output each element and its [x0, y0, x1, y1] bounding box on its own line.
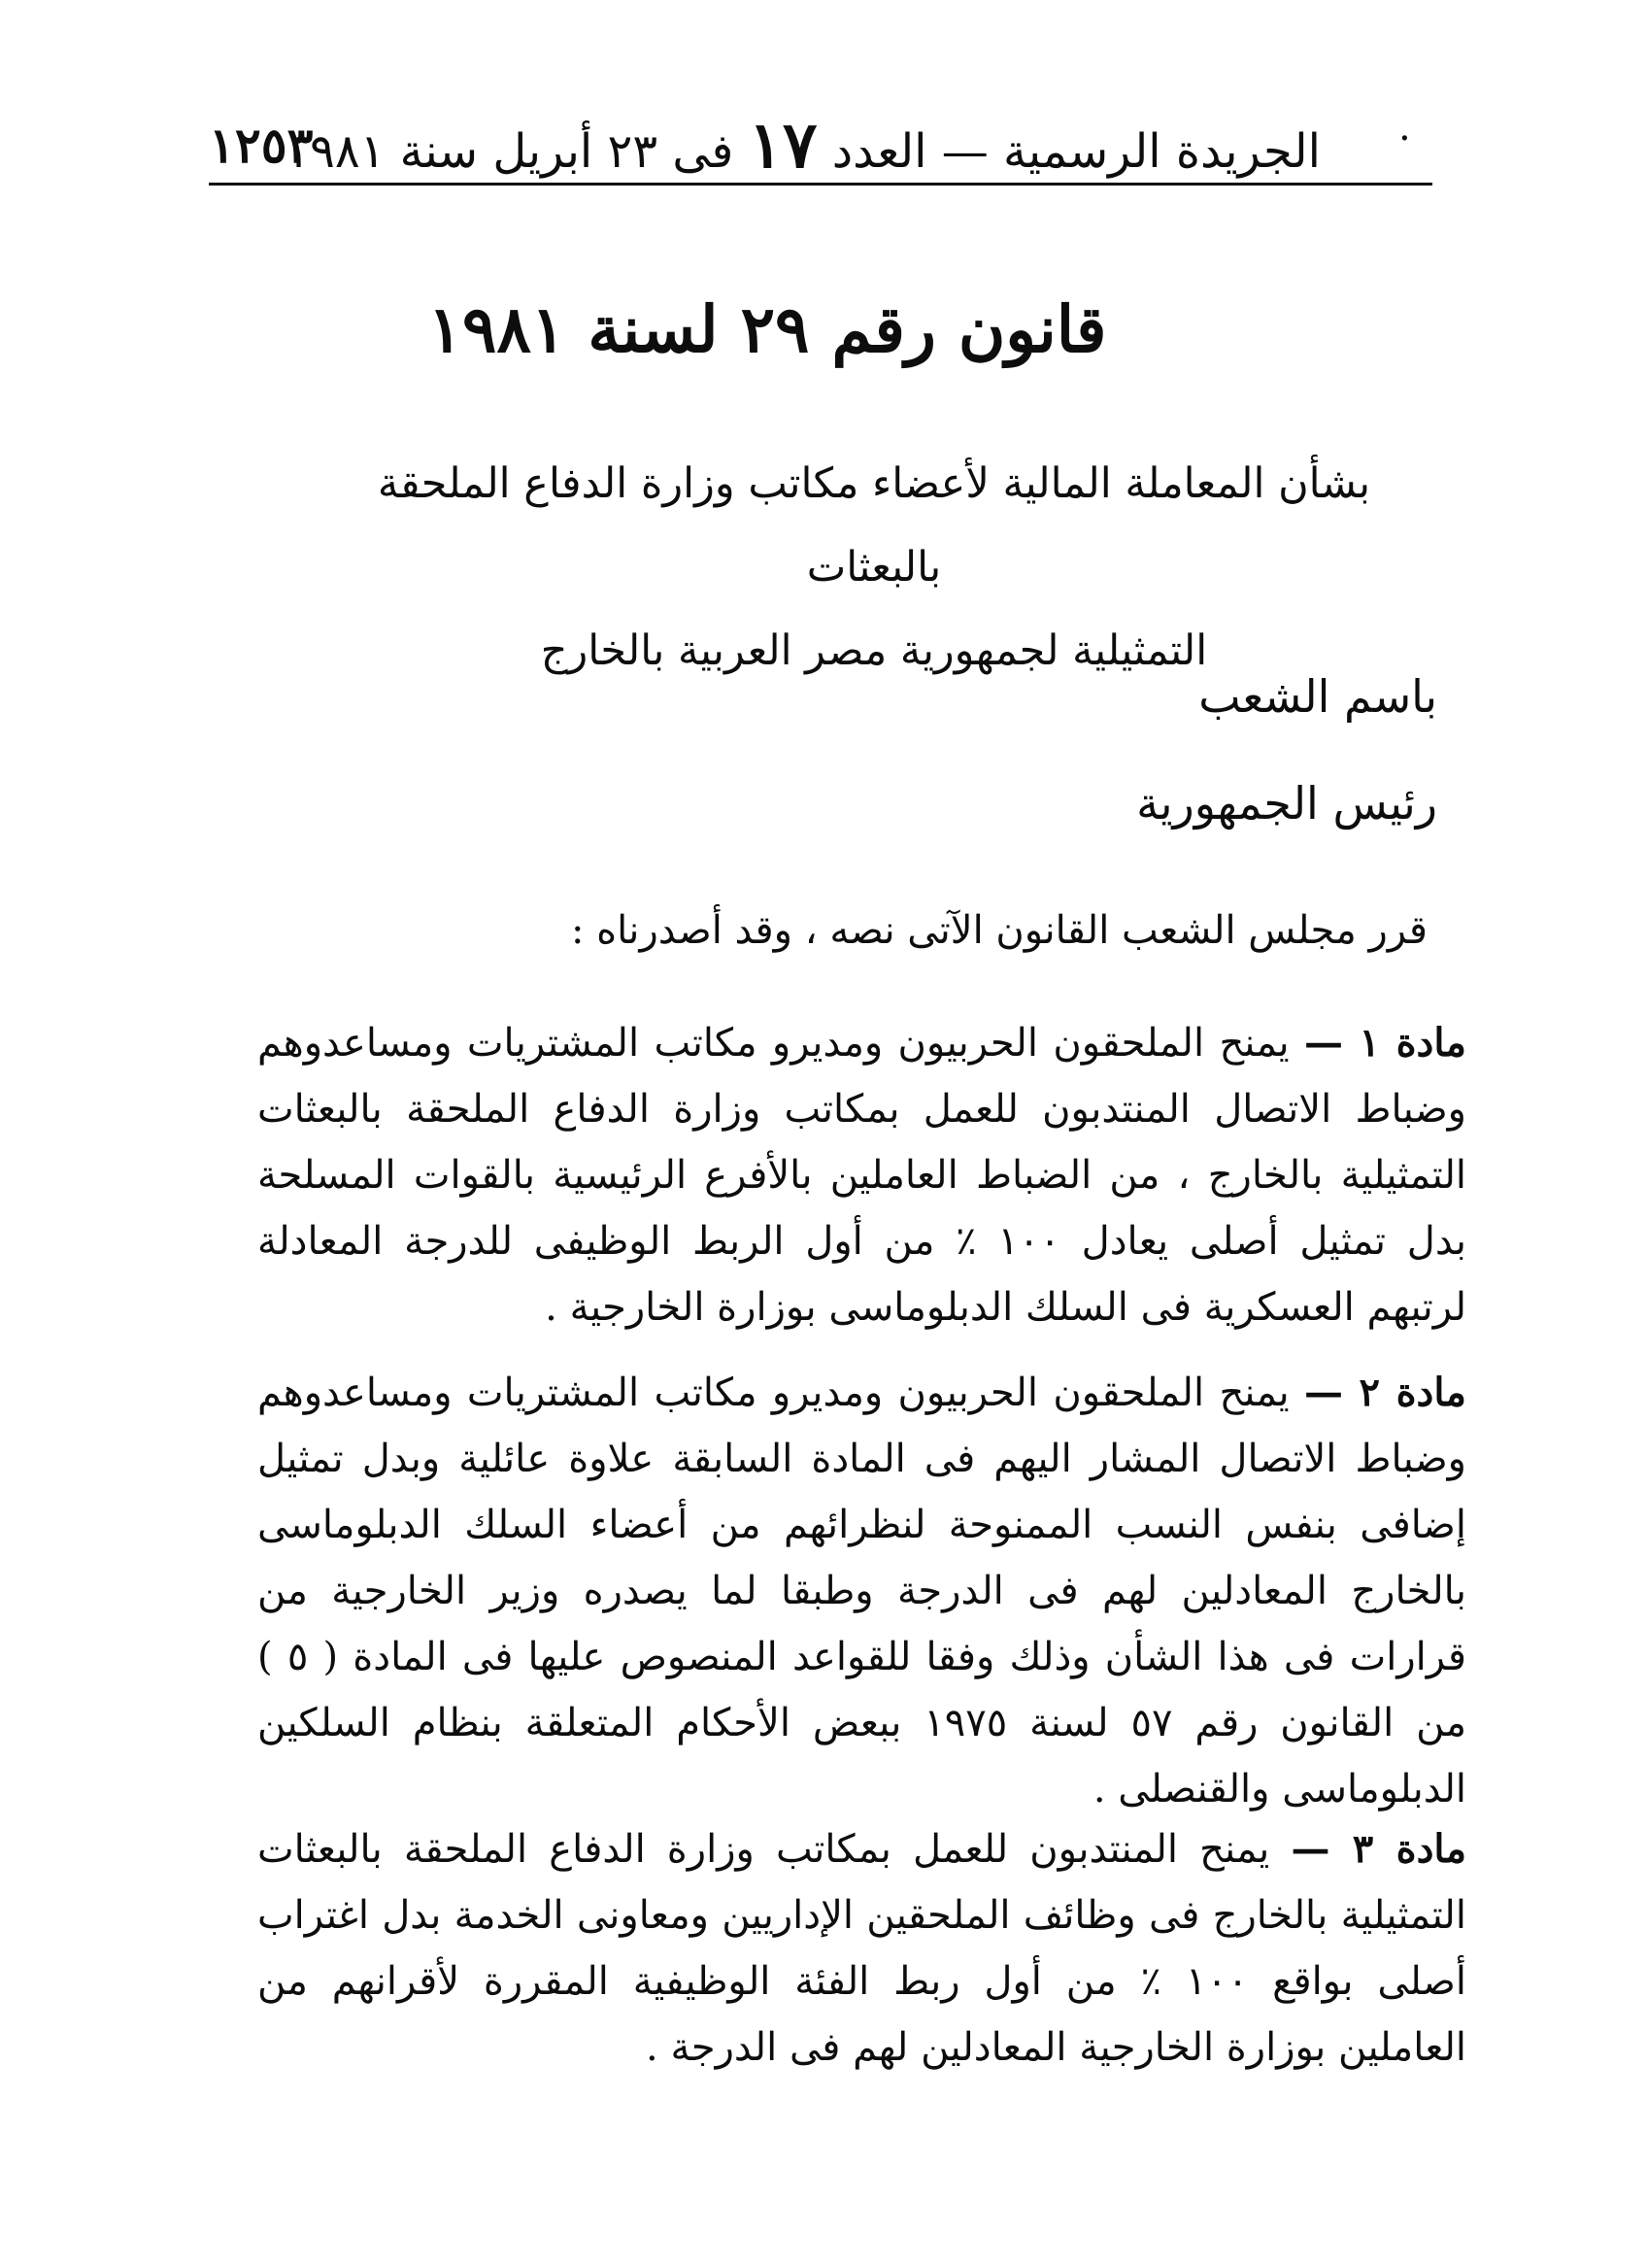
issue-date: فى ٢٣ أبريل سنة ١٩٨١ [285, 124, 734, 179]
header-rule [209, 183, 1432, 186]
gazette-header [285, 107, 1321, 183]
article-2-heading: مادة ٢ — [1303, 1370, 1466, 1415]
law-title: قانون رقم ٢٩ لسنة ١٩٨١ [427, 291, 1107, 367]
in-the-name-of-people: باسم الشعب [1198, 670, 1437, 723]
subject-line-1: بشأن المعاملة المالية لأعضاء مكاتب وزارة الدفاع الملحقة بالبعثات [377, 459, 1371, 592]
article-1-heading: مادة ١ — [1303, 1020, 1466, 1066]
issue-number: ١٧ [748, 107, 818, 183]
article-3 [257, 1816, 1466, 2081]
article-3-text: يمنح المنتدبون للعمل بمكاتب وزارة الدفاع الملحقة بالبعثات التمثيلية بالخارج فى وظائف الملحقين الإداريين ومعاونى الخدمة بدل اغتراب أصلى بواقع ١٠٠ ٪ من أول ربط الفئة الوظيفية المقررة لأقرانهم من العاملين بوزارة الخارجية المعادلين لهم فى الدرجة . [257, 1827, 1466, 2070]
subject-line-2: التمثيلية لجمهورية مصر العربية بالخارج [540, 626, 1208, 675]
article-1-text: يمنح الملحقون الحربيون ومديرو مكاتب المشتريات ومساعدوهم وضباط الاتصال المنتدبون للعمل بمكاتب وزارة الدفاع الملحقة بالبعثات التمثيلية بالخارج ، من الضباط العاملين بالأفرع الرئيسية بالقوات المسلحة بدل تمثيل أصلى يعادل ١٠٠ ٪ من أول الربط الوظيفى للدرجة المعادلة لرتبهم العسكرية فى السلك الدبلوماسى بوزارة الخارجية . [257, 1021, 1467, 1330]
article-2-text: يمنح الملحقون الحربيون ومديرو مكاتب المشتريات ومساعدوهم وضباط الاتصال المشار اليهم فى المادة السابقة علاوة عائلية وبدل تمثيل إضافى بنفس النسب الممنوحة لنظرائهم من أعضاء السلك الدبلوماسى بالخارج المعادلين لهم فى الدرجة وطبقا لما يصدره وزير الخارجية من قرارات فى هذا الشأن وذلك وفقا للقواعد المنصوص عليها فى المادة ( ٥ ) من القانون رقم ٥٧ لسنة ١٩٧٥ ببعض الأحكام المتعلقة بنظام السلكين الدبلوماسى والقنصلى . [257, 1371, 1466, 1811]
law-subject [311, 442, 1437, 693]
issue-label: العدد [831, 124, 927, 179]
header-mark: . [1398, 105, 1411, 150]
preamble: قرر مجلس الشعب القانون الآتى نصه ، وقد أصدرناه : [570, 908, 1428, 953]
president-heading: رئيس الجمهورية [1136, 777, 1437, 829]
gazette-name: الجريدة الرسمية [1002, 124, 1321, 179]
article-1 [257, 1010, 1466, 1340]
article-3-heading: مادة ٣ — [1291, 1826, 1467, 1872]
article-2 [257, 1360, 1466, 1822]
page-number: ١٢٥٣ [209, 117, 314, 174]
header-dash: — [926, 124, 989, 179]
